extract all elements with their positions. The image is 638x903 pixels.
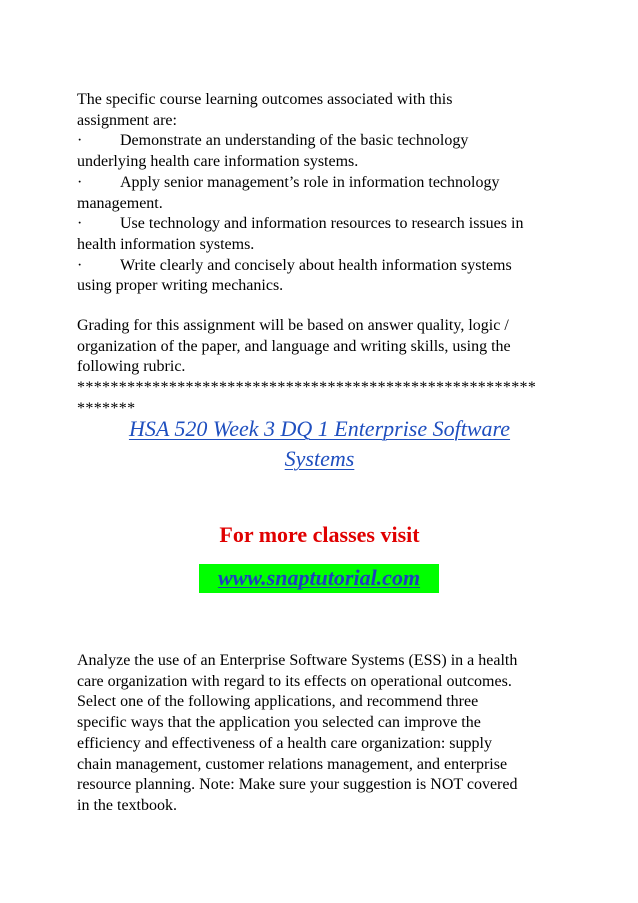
outcome-bullet-continuation: management.	[77, 194, 163, 212]
outcome-bullet-continuation: using proper writing mechanics.	[77, 277, 284, 295]
separator-stars: *******	[77, 399, 136, 417]
bullet-marker: ·	[77, 132, 83, 150]
assignment-body	[77, 651, 562, 817]
outcome-bullet-text: Demonstrate an understanding of the basic technology	[120, 132, 469, 150]
body-line: care organization with regard to its effects on operational outcomes.	[77, 672, 512, 690]
body-line: Analyze the use of an Enterprise Software Systems (ESS) in a health	[77, 652, 518, 669]
outcome-bullet-text: Apply senior management’s role in information technology	[120, 173, 500, 191]
body-line: chain management, customer relations management, and enterprise	[77, 755, 508, 773]
promo-title: For more classes visit	[219, 522, 420, 547]
promo-link[interactable]: www.snaptutorial.com	[217, 565, 421, 590]
page-title-line[interactable]: HSA 520 Week 3 DQ 1 Enterprise Software	[128, 416, 511, 441]
grading-line: following rubric.	[77, 358, 186, 376]
outcome-bullet-continuation: underlying health care information systems.	[77, 153, 359, 171]
page-title-line[interactable]: Systems	[284, 446, 355, 471]
outcome-bullet	[77, 214, 562, 235]
outcome-bullet-text: Write clearly and concisely about health information systems	[120, 256, 512, 274]
grading-line: Grading for this assignment will be based on answer quality, logic /	[77, 317, 509, 334]
outcome-bullet-continuation: health information systems.	[77, 235, 255, 253]
learning-outcomes-section	[77, 90, 562, 297]
body-line: efficiency and effectiveness of a health care organization: supply	[77, 734, 492, 752]
separator-stars: *******************************************************	[77, 379, 537, 397]
bullet-marker: ·	[77, 256, 83, 274]
bullet-marker: ·	[77, 173, 83, 191]
body-line: Select one of the following applications, and recommend three	[77, 693, 479, 711]
body-line: resource planning. Note: Make sure your suggestion is NOT covered	[77, 776, 518, 794]
outcomes-intro-line: The specific course learning outcomes associated with this	[77, 91, 453, 108]
body-line: in the textbook.	[77, 796, 177, 814]
outcomes-intro-line: assignment are:	[77, 111, 177, 129]
outcome-bullet	[77, 256, 562, 277]
bullet-marker: ·	[77, 215, 83, 233]
outcome-bullet	[77, 131, 562, 152]
page-title[interactable]	[77, 414, 562, 474]
grading-line: organization of the paper, and language and writing skills, using the	[77, 337, 511, 355]
outcome-bullet	[77, 173, 562, 194]
grading-section	[77, 316, 562, 420]
promo-link-highlight	[199, 564, 439, 593]
outcome-bullet-text: Use technology and information resources to research issues in	[120, 215, 524, 233]
body-line: specific ways that the application you selected can improve the	[77, 714, 481, 732]
